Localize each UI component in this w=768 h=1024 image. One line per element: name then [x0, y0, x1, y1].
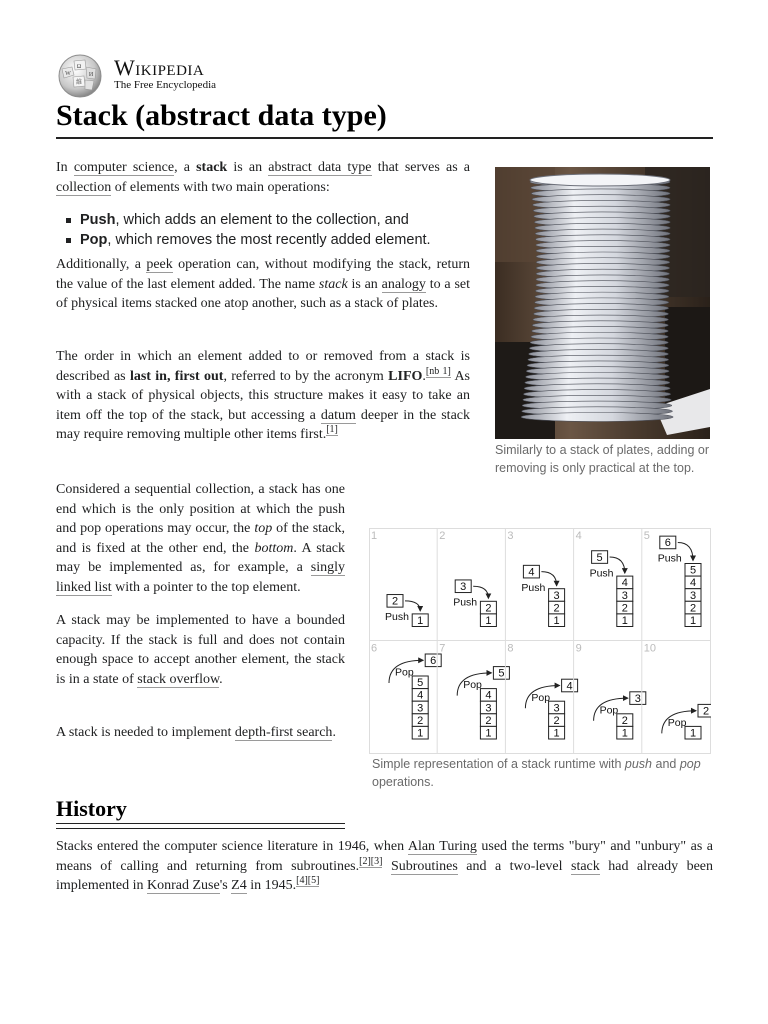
stack-item-label: 1	[553, 615, 560, 627]
svg-text:W: W	[65, 71, 71, 77]
pushed-item-label: 2	[391, 595, 399, 608]
wikipedia-logo[interactable]	[56, 53, 246, 99]
svg-text:Ω: Ω	[76, 64, 82, 70]
link-stack[interactable]: stack	[571, 858, 600, 874]
citation-ref-4[interactable]: [4]	[296, 875, 308, 886]
plates-caption: Similarly to a stack of plates, adding or removing is only practical at the top.	[495, 443, 709, 475]
stack-item-label: 4	[689, 577, 697, 590]
citation-ref-1[interactable]: [1]	[326, 424, 338, 435]
note-ref-nb1[interactable]: [nb 1]	[425, 365, 451, 377]
pop-label: Pop	[395, 666, 414, 679]
title-rule	[56, 137, 713, 139]
popped-item-label: 5	[498, 667, 505, 680]
stack-item-label: 1	[417, 727, 424, 740]
list-item-push: Push, which adds an element to the collection, and	[56, 210, 476, 230]
list-item-pop: Pop, which removes the most recently added element.	[56, 230, 476, 250]
pushed-item-label: 3	[460, 581, 467, 594]
panel-number: 6	[371, 642, 378, 655]
stack-item-label: 1	[689, 615, 697, 627]
stack-item-label: 3	[417, 702, 424, 715]
popped-item-label: 6	[430, 655, 437, 668]
citation-ref-3[interactable]: [3]	[370, 855, 383, 867]
link-analogy[interactable]: analogy	[381, 276, 426, 292]
lifo-paragraph: The order in which an element added to or removed from a stack is described as last in, first out, referred to by the acronym LIFO.[nb 1] As with a stack of physical objects, this structure makes it easy to take an item off the top of the stack, but accessing a datum deeper in the stack may require removing multiple other items first.[1]	[56, 349, 471, 442]
link-computer-science[interactable]: computer science	[73, 160, 175, 175]
stack-item-label: 4	[417, 689, 424, 702]
push-label: Push	[453, 596, 478, 609]
stack-item-label: 2	[553, 714, 560, 727]
svg-text:И: И	[88, 72, 94, 78]
sequential-paragraph: Considered a sequential collection, a stack has one end which is the only position at which the push and pop operations may occur, the top of the stack, and is fixed at the other end, the bottom. A stack may be implemented as, for example, a singly linked list with a pointer to the top element.	[56, 482, 345, 595]
wikipedia-globe-icon	[56, 53, 104, 99]
stack-of-plates-image[interactable]	[495, 167, 710, 439]
panel-number: 4	[575, 530, 582, 542]
link-abstract-data-type[interactable]: abstract data type	[268, 160, 372, 175]
link-datum[interactable]: datum	[320, 407, 356, 423]
pushed-item-label: 5	[596, 551, 603, 564]
link-stack-overflow[interactable]: stack overflow	[137, 671, 220, 687]
stack-item-label: 3	[689, 589, 697, 602]
stack-item-label: 2	[621, 714, 628, 727]
link-z4[interactable]: Z4	[231, 878, 247, 893]
panel-number: 9	[575, 642, 582, 655]
stack-item-label: 2	[417, 714, 424, 727]
operations-list	[56, 210, 476, 250]
stack-item-label: 1	[621, 727, 628, 740]
plate	[521, 413, 673, 422]
push-label: Push	[589, 567, 614, 580]
link-konrad-zuse[interactable]: Konrad Zuse	[146, 878, 220, 893]
intro-paragraph: In computer science, a stack is an abstract data type that serves as a collection of elements with two main operations:	[56, 160, 471, 195]
diagram-caption: Simple representation of a stack runtime with push and pop operations.	[372, 757, 701, 789]
stack-item-label: 2	[621, 602, 628, 615]
pop-label: Pop	[463, 679, 482, 692]
stack-item-label: 2	[689, 602, 697, 615]
pop-label: Pop	[667, 717, 687, 729]
pushed-item-label: 6	[664, 537, 671, 550]
history-rule	[56, 823, 345, 829]
link-depth-first-search[interactable]: depth-first search	[234, 725, 333, 740]
link-singly-linked-list[interactable]: singly linked list	[56, 560, 345, 595]
stack-item-label: 2	[485, 714, 492, 727]
push-label: Push	[521, 581, 546, 594]
pop-label: Pop	[599, 704, 619, 717]
stack-item-label: 1	[621, 615, 628, 627]
push-label: Push	[385, 611, 409, 624]
svg-text:維: 維	[75, 80, 83, 86]
stack-runtime-diagram[interactable]	[369, 528, 711, 754]
wikipedia-tagline: The Free Encyclopedia	[114, 79, 217, 91]
stack-item-label: 3	[553, 589, 560, 602]
link-alan-turing[interactable]: Alan Turing	[407, 839, 477, 854]
pushed-item-label: 4	[528, 566, 535, 579]
top-plate	[530, 174, 670, 186]
stack-item-label: 3	[553, 702, 560, 715]
history-paragraph: Stacks entered the computer science literature in 1946, when Alan Turing used the terms "bury" and "unbury" as a means of calling and returning from subroutines.[2][3] Subroutines and a two-level stack had already been implemented in Konrad Zuse's Z4 in 1945.[4][5]	[56, 839, 714, 893]
capacity-paragraph: A stack may be implemented to have a bounded capacity. If the stack is full and does not contain enough space to accept another element, the stack is in a state of stack overflow.	[56, 613, 345, 687]
link-subroutines[interactable]: Subroutines	[390, 858, 458, 874]
popped-item-label: 3	[634, 692, 641, 705]
citation-ref-5[interactable]: [5]	[307, 875, 320, 886]
stack-item-label: 1	[553, 727, 560, 740]
link-peek[interactable]: peek	[146, 257, 173, 272]
stack-item-label: 4	[621, 577, 628, 590]
link-collection[interactable]: collection	[56, 179, 112, 195]
panel-number: 5	[643, 530, 650, 542]
wikipedia-wordmark: Wikipedia	[114, 55, 205, 80]
page-title: Stack (abstract data type)	[56, 99, 387, 132]
pop-label: Pop	[531, 691, 551, 704]
panel-number: 1	[371, 530, 378, 542]
stack-diagram-figure	[369, 528, 711, 791]
history-heading: History	[56, 796, 127, 821]
panel-number: 3	[507, 530, 514, 542]
stack-item-label: 2	[553, 602, 560, 615]
plates-figure	[495, 167, 710, 477]
stack-item-label: 2	[485, 602, 492, 615]
popped-item-label: 2	[702, 705, 710, 718]
stack-item-label: 1	[485, 615, 492, 627]
panel-number: 7	[439, 642, 446, 655]
stack-item-label: 3	[485, 702, 492, 715]
stack-item-label: 4	[485, 689, 492, 702]
popped-item-label: 4	[566, 680, 573, 693]
citation-ref-2[interactable]: [2]	[359, 855, 371, 867]
stack-item-label: 5	[417, 677, 424, 690]
stack-item-label: 1	[417, 615, 424, 627]
panel-number: 10	[643, 642, 657, 655]
stack-item-label: 3	[621, 589, 628, 602]
peek-paragraph: Additionally, a peek operation can, without modifying the stack, return the value of the last element added. The name stack is an analogy to a set of physical items stacked one atop another, such as a stack of plates.	[56, 257, 470, 311]
stack-item-label: 1	[485, 727, 492, 740]
push-label: Push	[657, 552, 682, 565]
panel-number: 8	[507, 642, 514, 655]
dfs-paragraph: A stack is needed to implement depth-first search.	[56, 725, 336, 740]
stack-item-label: 5	[689, 564, 697, 577]
stack-item-label: 1	[689, 727, 697, 740]
panel-number: 2	[439, 530, 446, 542]
